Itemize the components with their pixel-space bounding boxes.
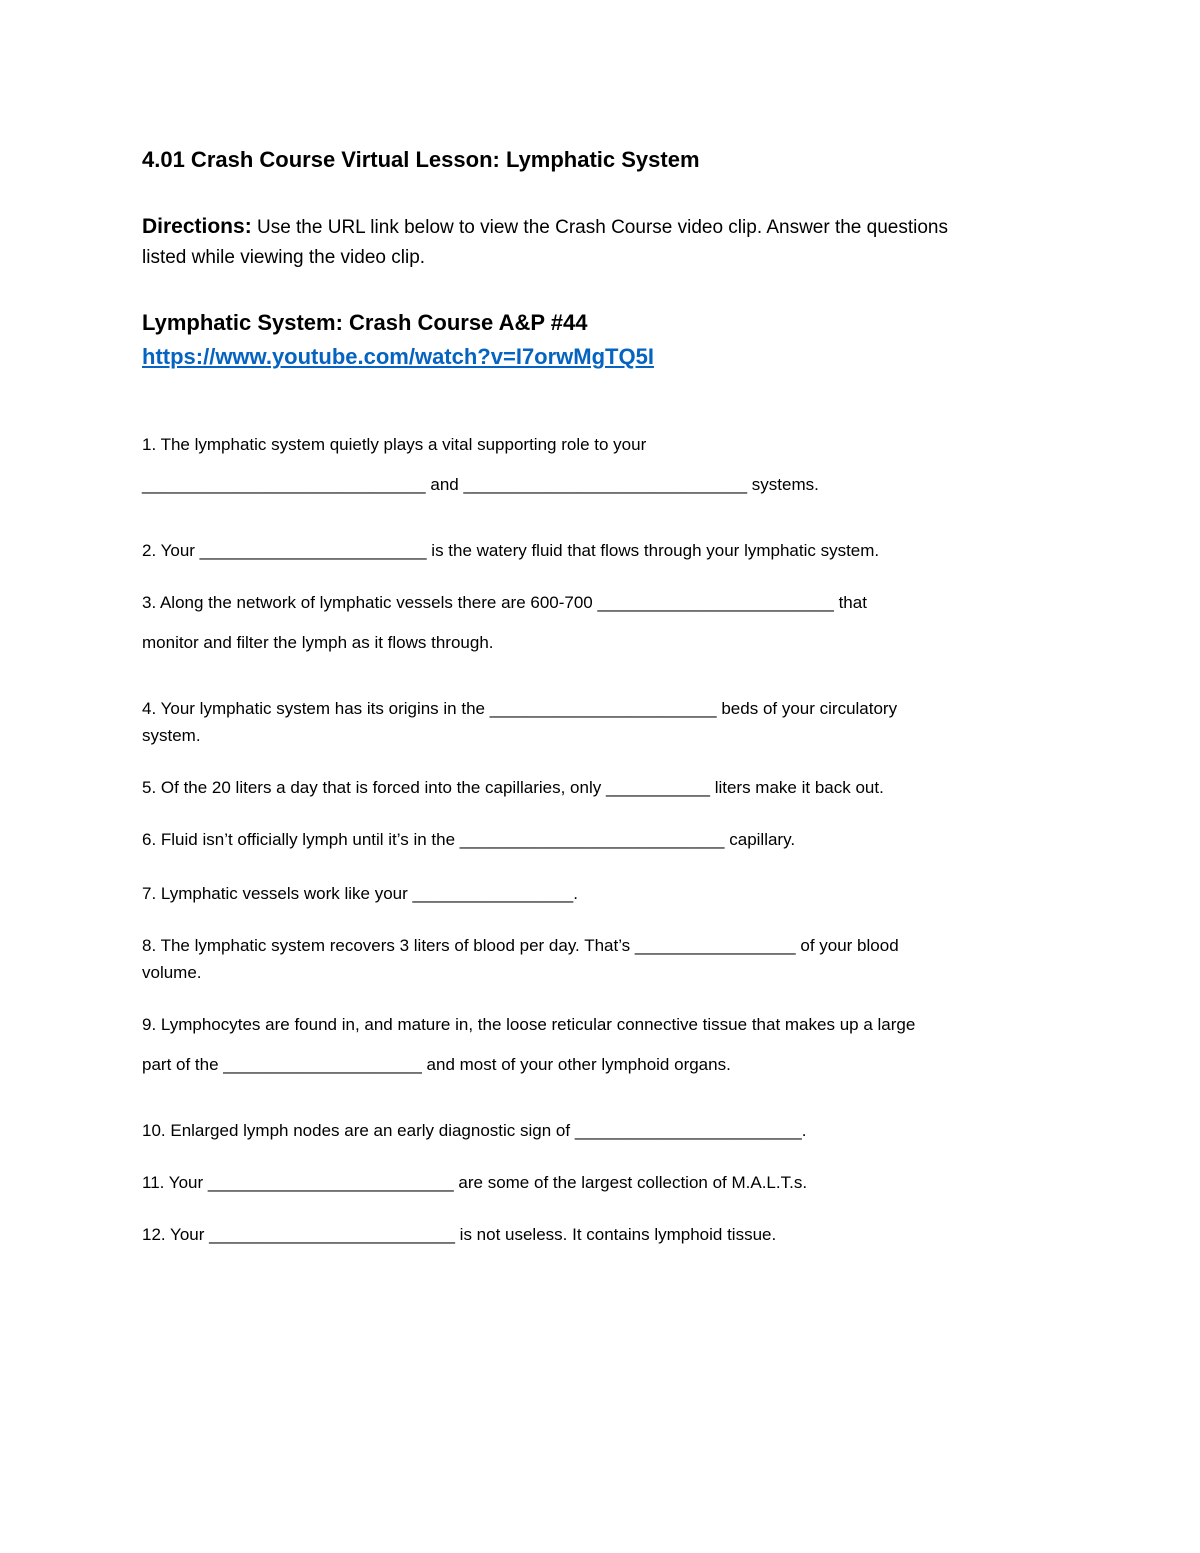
question-2: 2. Your ________________________ is the watery fluid that flows through your lymphatic system. bbox=[142, 541, 880, 560]
question-4-line-2: system. bbox=[142, 726, 201, 745]
video-title: Lymphatic System: Crash Course A&P #44 bbox=[142, 310, 588, 335]
question-10: 10. Enlarged lymph nodes are an early diagnostic sign of ________________________. bbox=[142, 1121, 807, 1140]
question-1-line-1: 1. The lymphatic system quietly plays a vital supporting role to your bbox=[142, 435, 647, 454]
directions-label: Directions: bbox=[142, 215, 252, 238]
question-8-line-2: volume. bbox=[142, 963, 202, 982]
question-9-line-2: part of the _____________________ and most of your other lymphoid organs. bbox=[142, 1055, 731, 1074]
question-11: 11. Your __________________________ are some of the largest collection of M.A.L.T.s. bbox=[142, 1173, 808, 1192]
directions-line-1 bbox=[142, 215, 948, 240]
document-title: 4.01 Crash Course Virtual Lesson: Lymphatic System bbox=[142, 147, 700, 172]
question-5: 5. Of the 20 liters a day that is forced into the capillaries, only ___________ liters make it back out. bbox=[142, 778, 884, 797]
question-12: 12. Your __________________________ is not useless. It contains lymphoid tissue. bbox=[142, 1225, 777, 1244]
video-url-link[interactable]: https://www.youtube.com/watch?v=I7orwMgTQ5I bbox=[142, 344, 654, 369]
directions-line-2: listed while viewing the video clip. bbox=[142, 247, 426, 268]
question-3-line-2: monitor and filter the lymph as it flows through. bbox=[142, 633, 494, 652]
question-7: 7. Lymphatic vessels work like your _________________. bbox=[142, 884, 578, 903]
question-8-line-1: 8. The lymphatic system recovers 3 liters of blood per day. That’s _________________ of your blood bbox=[142, 936, 899, 955]
question-4-line-1: 4. Your lymphatic system has its origins in the ________________________ beds of your circulatory bbox=[142, 699, 898, 718]
question-9-line-1: 9. Lymphocytes are found in, and mature in, the loose reticular connective tissue that makes up a large bbox=[142, 1015, 916, 1034]
question-3-line-1: 3. Along the network of lymphatic vessels there are 600-700 _________________________ that bbox=[142, 593, 867, 612]
directions-text: Use the URL link below to view the Crash Course video clip. Answer the questions bbox=[251, 217, 948, 238]
question-1-line-2: ______________________________ and ______________________________ systems. bbox=[142, 475, 819, 494]
question-6: 6. Fluid isn’t officially lymph until it’s in the ____________________________ capillary. bbox=[142, 830, 796, 849]
